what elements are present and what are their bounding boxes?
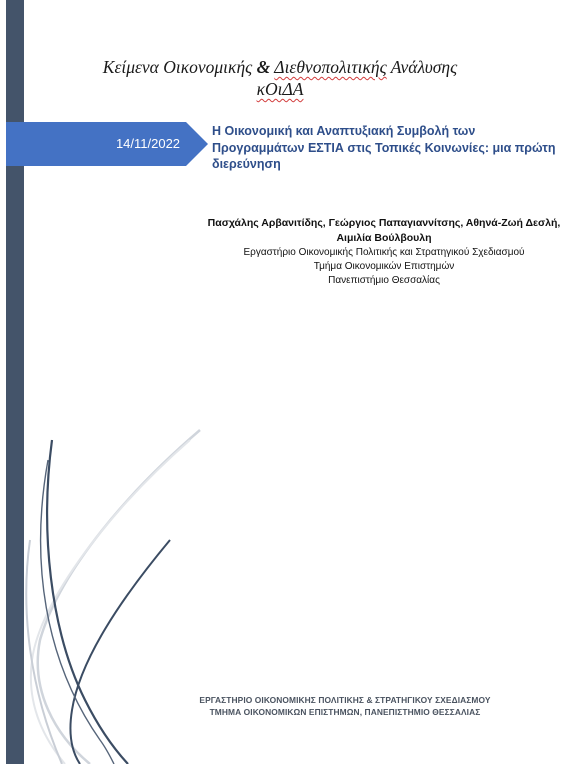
footer-line2: ΤΜΗΜΑ ΟΙΚΟΝΟΜΙΚΩΝ ΕΠΙΣΤΗΜΩΝ, ΠΑΝΕΠΙΣΤΗΜΙΟ ΘΕΣΣΑΛΙΑΣ — [209, 707, 481, 717]
authors-block — [200, 216, 568, 288]
author-names-line2: Αιμιλία Βούλβουλη — [336, 232, 432, 244]
author-lab: Εργαστήριο Οικονομικής Πολιτικής και Στρατηγικού Σχεδιασμού — [243, 247, 525, 258]
series-title-part2: Διεθνοπολιτικής — [274, 57, 387, 77]
document-title: Η Οικονομική και Αναπτυξιακή Συμβολή των Προγραμμάτων ΕΣΤΙΑ στις Τοπικές Κοινωνίες: μια πρώτη διερεύνηση — [212, 124, 556, 171]
footer-line1: ΕΡΓΑΣΤΗΡΙΟ ΟΙΚΟΝΟΜΙΚΗΣ ΠΟΛΙΤΙΚΗΣ & ΣΤΡΑΤΗΓΙΚΟΥ ΣΧΕΔΙΑΣΜΟΥ — [199, 695, 491, 705]
swoosh-light-1 — [38, 430, 200, 764]
series-title-part3: Ανάλυσης — [390, 57, 458, 77]
series-abbreviation: κΟιΔΑ — [256, 79, 304, 99]
author-names-line1: Πασχάλης Αρβανιτίδης, Γεώργιος Παπαγιαννίτσης, Αθηνά-Ζωή Δεσλή, — [207, 217, 561, 229]
series-title — [40, 56, 520, 100]
author-university: Πανεπιστήμιο Θεσσαλίας — [328, 275, 440, 286]
series-ampersand: & — [256, 57, 271, 77]
author-department: Τμήμα Οικονομικών Επιστημών — [313, 261, 455, 272]
swoosh-dark-1 — [47, 440, 128, 764]
series-title-part1: Κείμενα Οικονομικής — [102, 57, 253, 77]
footer — [180, 694, 510, 718]
document-date: 14/11/2022 — [115, 136, 181, 151]
swoosh-dark-2 — [70, 540, 170, 764]
